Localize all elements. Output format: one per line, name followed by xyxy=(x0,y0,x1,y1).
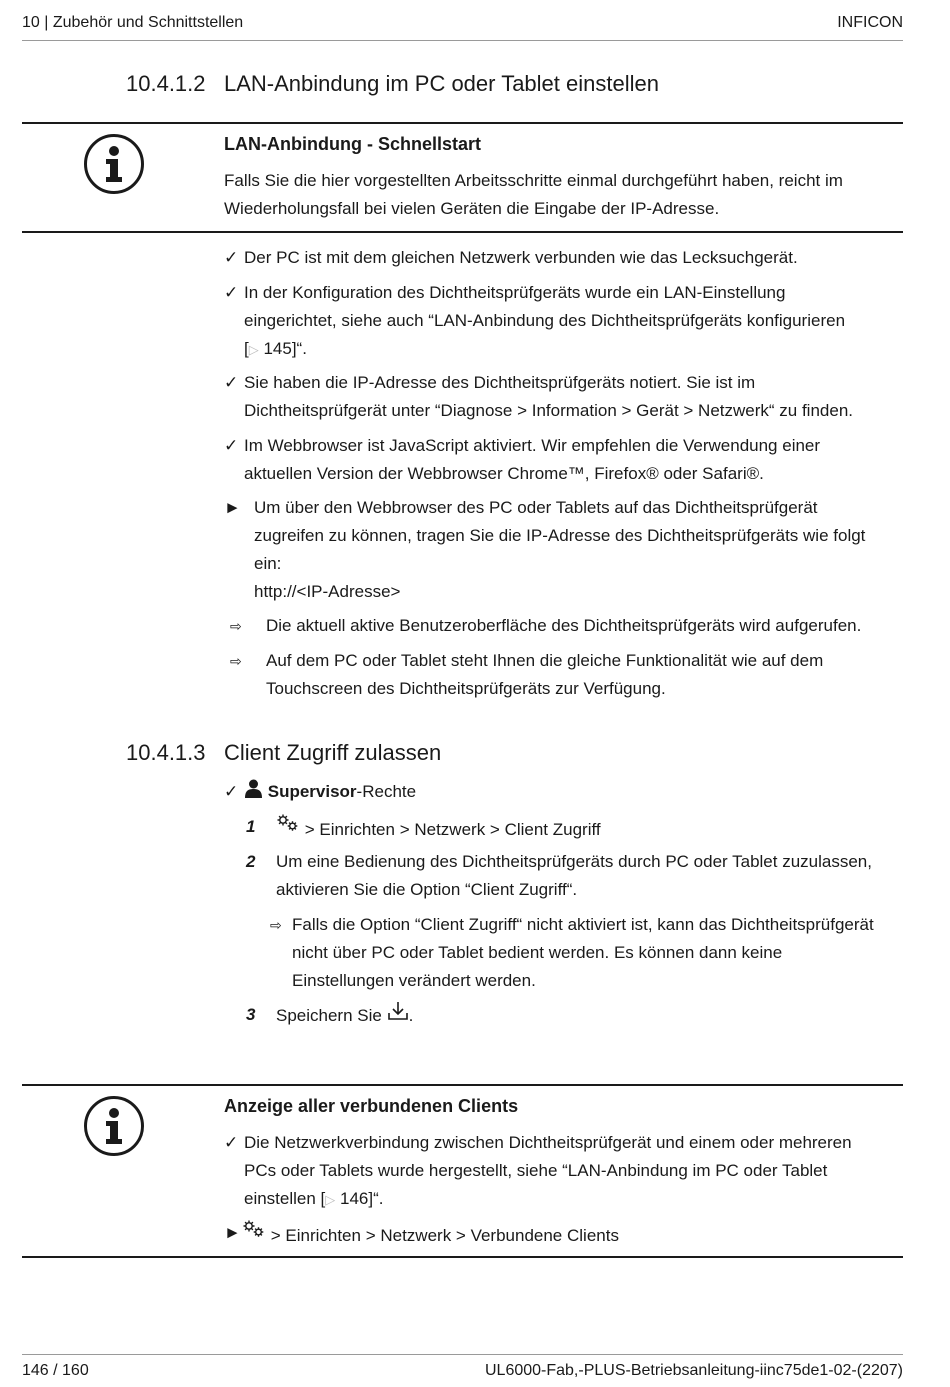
prerequisite-item: ✓ Sie haben die IP-Adresse des Dichtheitsprüfgeräts notiert. Sie ist im Dichtheitsprüfgerät unter “Diagnose > Information > Gerät > Netzwerk“ zu finden. xyxy=(224,369,904,425)
footer-divider xyxy=(22,1354,903,1355)
info-icon xyxy=(84,134,144,194)
prerequisite-item: ✓ Die Netzwerkverbindung zwischen Dichtheitsprüfgerät und einem oder mehreren PCs oder Tablets wurde hergestellt, siehe “LAN-Anbindung im PC oder Tablet einstellen [▷ 146]“. xyxy=(224,1129,904,1213)
page-ref-arrow-icon: ▷ xyxy=(325,1192,336,1207)
url-example: http://<IP-Adresse> xyxy=(254,582,401,601)
info-box-text-line-1: Falls Sie die hier vorgestellten Arbeitsschritte einmal durchgeführt haben, reicht im xyxy=(224,171,843,190)
check-mark-icon: ✓ xyxy=(224,436,239,455)
user-icon xyxy=(244,779,263,798)
action-arrow-icon: ► xyxy=(224,498,241,517)
action-step: ► Um über den Webbrowser des PC oder Tablets auf das Dichtheitsprüfgerät zugreifen zu können, tragen Sie die IP-Adresse des Dichtheitsprüfgeräts wie folgt ein: http://<IP-Adresse> xyxy=(224,494,904,606)
check-mark-icon: ✓ xyxy=(224,1133,239,1152)
info-box-title: LAN-Anbindung - Schnellstart xyxy=(224,134,481,154)
info-box-bottom-rule xyxy=(22,1256,903,1258)
result-arrow-icon: ⇨ xyxy=(270,917,282,933)
info-icon xyxy=(84,1096,144,1156)
section-title: LAN-Anbindung im PC oder Tablet einstellen xyxy=(224,71,659,96)
step-number: 2 xyxy=(246,852,256,871)
action-arrow-icon: ► xyxy=(224,1223,241,1242)
gear-icon xyxy=(242,1219,266,1239)
result-arrow-icon: ⇨ xyxy=(230,653,242,669)
step-number: 3 xyxy=(246,1005,256,1024)
check-mark-icon: ✓ xyxy=(224,782,239,801)
cross-reference-link[interactable]: einstellen [▷ 146]“. xyxy=(244,1189,384,1208)
running-header-chapter: 10 | Zubehör und Schnittstellen xyxy=(22,14,244,31)
section-title: Client Zugriff zulassen xyxy=(224,740,442,765)
result-arrow-icon: ⇨ xyxy=(230,618,242,634)
gear-icon xyxy=(276,813,300,833)
info-box-title: Anzeige aller verbundenen Clients xyxy=(224,1096,519,1116)
step-number: 1 xyxy=(246,817,256,836)
info-box-bottom-rule xyxy=(22,231,903,233)
header-divider xyxy=(22,40,903,41)
section-heading-10-4-1-2 xyxy=(126,71,826,101)
result-item: ⇨ Auf dem PC oder Tablet steht Ihnen die gleiche Funktionalität wie auf dem Touchscreen des Dichtheitsprüfgeräts zur Verfügung. xyxy=(230,647,904,703)
prerequisite-item: ✓ In der Konfiguration des Dichtheitsprüfgeräts wurde ein LAN-Einstellung eingerichtet, siehe auch “LAN-Anbindung des Dichtheitsprüfgeräts konfigurieren [▷ 145]“. xyxy=(224,279,904,363)
result-item: ⇨ Falls die Option “Client Zugriff“ nicht aktiviert ist, kann das Dichtheitsprüfgerät nicht über PC oder Tablet bedient werden. Es können dann keine Einstellungen verändert werden. xyxy=(270,911,904,995)
prerequisite-item: ✓ Im Webbrowser ist JavaScript aktiviert. Wir empfehlen die Verwendung einer aktuellen Version der Webbrowser Chrome™, Firefox® oder Safari®. xyxy=(224,432,904,488)
document-id: UL6000-Fab,-PLUS-Betriebsanleitung-iinc75de1-02-(2207) xyxy=(484,1362,903,1379)
numbered-step: 2 Um eine Bedienung des Dichtheitsprüfgeräts durch PC oder Tablet zuzulassen, aktivieren Sie die Option “Client Zugriff“. xyxy=(246,848,906,904)
check-mark-icon: ✓ xyxy=(224,283,239,302)
cross-reference-link[interactable]: [▷ 145]“. xyxy=(244,339,307,358)
page-ref-arrow-icon: ▷ xyxy=(248,342,259,357)
info-box-top-rule xyxy=(22,122,903,124)
page-number: 146 / 160 xyxy=(22,1362,89,1379)
save-download-icon xyxy=(387,1001,409,1021)
section-number: 10.4.1.2 xyxy=(126,71,206,96)
info-box-text-line-2: Wiederholungsfall bei vielen Geräten die Eingabe der IP-Adresse. xyxy=(224,199,720,218)
info-box-top-rule xyxy=(22,1084,903,1086)
section-number: 10.4.1.3 xyxy=(126,740,206,765)
check-mark-icon: ✓ xyxy=(224,373,239,392)
running-header-brand: INFICON xyxy=(837,14,903,31)
section-heading-10-4-1-3 xyxy=(126,740,826,770)
check-mark-icon: ✓ xyxy=(224,248,239,267)
